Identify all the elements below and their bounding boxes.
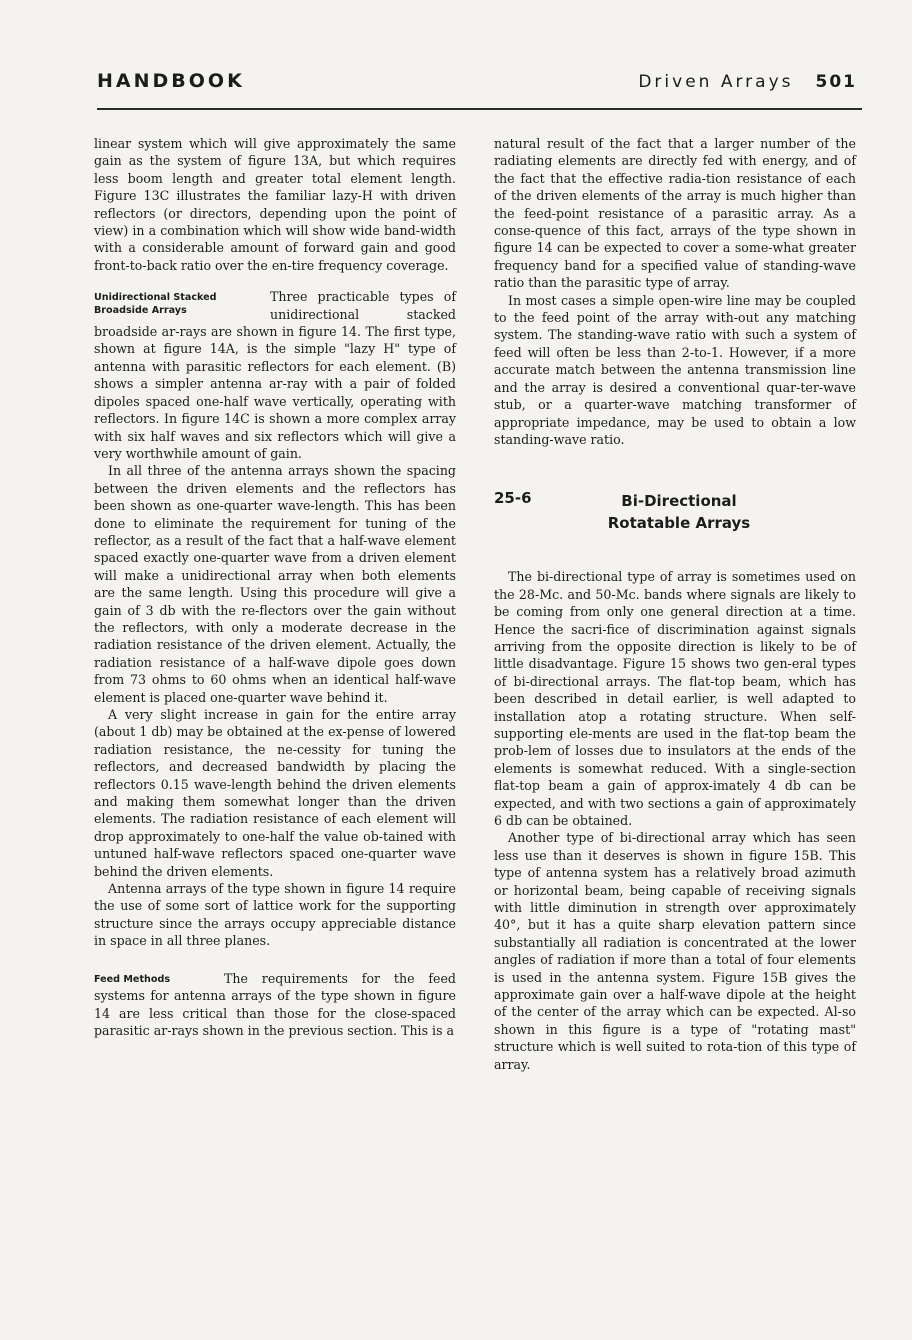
right-column — [494, 135, 856, 1073]
paragraph: Three practicable types of unidirectional stacked broadside ar-rays are shown in figure 14. The first type, shown at figure 14A, is the simple "lazy H" type of antenna with parasitic reflectors for each element. (B) shows a simpler antenna ar-ray with a pair of folded dipoles spaced one-half wave vertically, operating with reflectors. In figure 14C is shown a more complex array with six half waves and six reflectors which will give a very worthwhile amount of gain. — [94, 289, 456, 461]
paragraph: Another type of bi-directional array which has seen less use than it deserves is shown in figure 15B. This type of antenna system has a relatively broad azimuth or horizontal beam, being capable of receiving signals with little diminution in strength over approximately 40°, but it has a quite sharp elevation pattern since substantially all radiation is concentrated at the lower angles of radiation if more than a total of four elements is used in the antenna system. Figure 15B gives the approximate gain over a half-wave dipole at the height of the center of the array which can be expected. Al-so shown in this figure is a type of "rotating mast" structure which is well suited to rota-tion of this type of array. — [494, 830, 856, 1072]
section-title-line: Bi-Directional — [621, 492, 737, 511]
paragraph: Antenna arrays of the type shown in figure 14 require the use of some sort of lattice work for the supporting structure since the arrays occupy appreciable distance in space in all three planes. — [94, 881, 456, 949]
header-book-title: HANDBOOK — [97, 70, 245, 92]
section-title — [604, 490, 754, 534]
subsection-stacked-broadside — [94, 288, 456, 462]
paragraph: linear system which will give approximately the same gain as the system of figure 13A, but which requires less boom length and greater total element length. Figure 13C illustrates the familiar lazy-H with driven reflectors (or directors, depending upon the point of view) in a combination which will show wide band-width with a considerable amount of forward gain and good front-to-back ratio over the en-tire frequency coverage. — [94, 136, 456, 273]
subsection-feed-methods — [94, 970, 456, 1040]
paragraph: The bi-directional type of array is sometimes used on the 28-Mc. and 50-Mc. bands where signals are likely to be coming from only one general direction at a time. Hence the sacri-fice of discrimination against signals arriving from the opposite direction is likely to be of little disadvantage. Figure 15 shows two gen-eral types of bi-directional arrays. The flat-top beam, which has been described in detail earlier, is well adapted to installation atop a rotating structure. When self-supporting ele-ments are used in the flat-top beam the prob-lem of losses due to insulators at the ends of the elements is somewhat reduced. With a single-section flat-top beam a gain of approx-imately 4 db can be expected, and with two sections a gain of approximately 6 db can be obtained. — [494, 569, 856, 828]
paragraph: The requirements for the feed systems for antenna arrays of the type shown in figure 14 are less critical than those for the close-spaced parasitic ar-rays shown in the previous section. This is a — [94, 970, 456, 1038]
side-heading: Feed Methods — [94, 973, 171, 985]
header-chapter-title: Driven Arrays — [638, 72, 794, 92]
section-title-line: Rotatable Arrays — [607, 514, 751, 533]
section-heading — [494, 490, 856, 546]
header-chapter — [638, 72, 857, 92]
paragraph: In most cases a simple open-wire line may be coupled to the feed point of the array with-out any matching system. The standing-wave ratio with such a system of feed will often be less than 2-to-1. However, if a more accurate match between the antenna transmission line and the array is desired a conventional quar-ter-wave stub, or a quarter-wave matching transformer of appropriate impedance, may be used to obtain a low standing-wave ratio. — [494, 292, 856, 447]
left-column — [94, 135, 456, 1039]
section-number: 25-6 — [494, 489, 532, 508]
running-header — [97, 68, 857, 104]
side-heading: Unidirectional Stacked Broadside Arrays — [94, 292, 217, 317]
header-rule — [97, 108, 862, 110]
page-number: 501 — [815, 72, 857, 92]
paragraph: A very slight increase in gain for the entire array (about 1 db) may be obtained at the ex-pense of lowered radiation resistance, the ne-cessity for tuning the reflectors, and decreased bandwidth by placing the reflectors 0.15 wave-length behind the driven elements and making them somewhat longer than the driven elements. The radiation resistance of each element will drop approximately to one-half the value ob-tained with untuned half-wave reflectors spaced one-quarter wave behind the driven elements. — [94, 707, 456, 879]
paragraph: natural result of the fact that a larger number of the radiating elements are directly fed with energy, and of the fact that the effective radia-tion resistance of each of the driven elements of the array is much higher than the feed-point resistance of a parasitic array. As a conse-quence of this fact, arrays of the type shown in figure 14 can be expected to cover a some-what greater frequency band for a specified value of standing-wave ratio than the parasitic type of array. — [494, 136, 856, 291]
paragraph: In all three of the antenna arrays shown the spacing between the driven elements and the reflectors has been shown as one-quarter wave-length. This has been done to eliminate the requirement for tuning of the reflector, as a result of the fact that a half-wave element spaced exactly one-quarter wave from a driven element will make a unidirectional array when both elements are the same length. Using this procedure will give a gain of 3 db with the re-flectors over the gain without the reflectors, with only a moderate decrease in the radiation resistance of the driven element. Actually, the radiation resistance of a half-wave dipole goes down from 73 ohms to 60 ohms when an identical half-wave element is placed one-quarter wave behind it. — [94, 463, 456, 705]
